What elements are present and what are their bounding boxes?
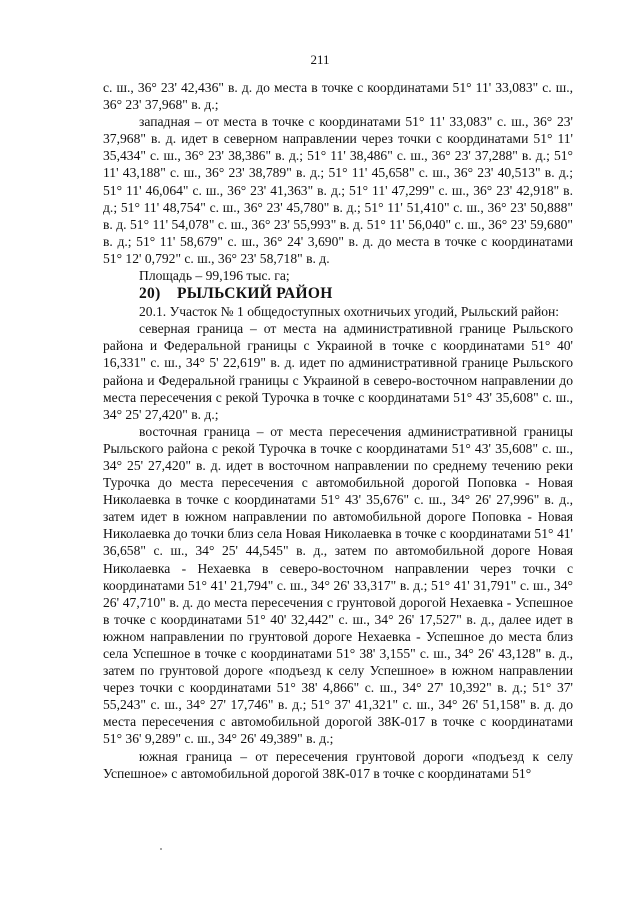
document-body <box>103 79 573 782</box>
paragraph-west-boundary: западная – от места в точке с координатами 51° 11' 33,083" с. ш., 36° 23' 37,968" в. д. идет в северном направлении через точки с координатами 51° 11' 35,434" с. ш., 36° 23' 38,386" в. д.; 51° 11' 38,486" с. ш., 36° 23' 37,288" в. д.; 51° 11' 43,188" с. ш., 36° 23' 38,789" в. д.; 51° 11' 45,658" с. ш., 36° 23' 40,513" в. д.; 51° 11' 46,064" с. ш., 36° 23' 41,363" в. д.; 51° 11' 47,299" с. ш., 36° 23' 42,918" в. д.; 51° 11' 48,754" с. ш., 36° 23' 45,780" в. д.; 51° 11' 51,410" с. ш., 36° 23' 50,888" в. д. 51° 11' 54,078" с. ш., 36° 23' 55,993" в. д. 51° 11' 56,040" с. ш., 36° 23' 59,680" в. д.; 51° 11' 58,679" с. ш., 36° 24' 3,690" в. д. до места в точке с координатами 51° 12' 0,792" с. ш., 36° 23' 58,718" в. д. <box>103 114 573 266</box>
scan-speck <box>160 848 162 850</box>
paragraph-area: Площадь – 99,196 тыс. га; <box>139 268 290 284</box>
section-title: РЫЛЬСКИЙ РАЙОН <box>177 285 333 303</box>
section-number: 20) <box>139 285 161 303</box>
paragraph-east-boundary: восточная граница – от места пересечения административной границы Рыльского района с рекой Турочка в точке с координатами 51° 43' 35,608" с. ш., 34° 25' 27,420" в. д. идет в восточном направлении по среднему течению реки Турочка до места пересечения с автомобильной дорогой Поповка - Новая Николаевка в точке с координатами 51° 43' 35,676" с. ш., 34° 26' 27,996" в. д., затем идет в южном направлении по автомобильной дороге Поповка - Новая Николаевка до точки близ села Новая Николаевка в точке с координатами 51° 41' 36,658" с. ш., 34° 25' 44,545" в. д., затем по автомобильной дороге Новая Николаевка - Нехаевка в северо-восточном направлении через точки с координатами 51° 41' 21,794" с. ш., 34° 26' 33,317" в. д.; 51° 41' 31,791" с. ш., 34° 26' 47,710" в. д. до места пересечения с грунтовой дорогой Нехаевка - Успешное в точке с координатами 51° 40' 32,442" с. ш., 34° 26' 17,527" в. д., далее идет в южном направлении по грунтовой дороге Нехаевка - Успешное до места близ села Успешное в точке с координатами 51° 38' 3,155" с. ш., 34° 26' 43,128" в. д., затем по грунтовой дороге «подъезд к селу Успешное» в южном направлении через точки с координатами 51° 38' 4,866" с. ш., 34° 27' 10,392" в. д.; 51° 37' 55,243" с. ш., 34° 27' 17,746" в. д.; 51° 37' 41,321" с. ш., 34° 26' 51,158" в. д. до места пересечения с автомобильной дорогой 38К-017 в точке с координатами 51° 36' 9,289" с. ш., 34° 26' 49,389" в. д.; <box>103 423 573 747</box>
paragraph-north-boundary: северная граница – от места на административной границе Рыльского района и Федеральной границы с Украиной в точке с координатами 51° 40' 16,331" с. ш., 34° 5' 22,619" в. д. идет по административной границе Рыльского района и Федеральной границы с Украиной в северо-восточном направлении до места пересечения с рекой Турочка в точке с координатами 51° 43' 35,608" с. ш., 34° 25' 27,420" в. д.; <box>103 321 573 422</box>
page-number: 211 <box>310 52 330 67</box>
section-heading <box>103 284 573 303</box>
paragraph-south-boundary: южная граница – от пересечения грунтовой дороги «подъезд к селу Успешное» с автомобильной дорогой 38К-017 в точке с координатами 51° <box>103 748 573 781</box>
paragraph-plot-title: 20.1. Участок № 1 общедоступных охотничьих угодий, Рыльский район: <box>139 304 560 320</box>
paragraph-east-boundary-continuation: с. ш., 36° 23' 42,436" в. д. до места в точке с координатами 51° 11' 33,083" с. ш., 36° 23' 37,968" в. д.; <box>103 80 573 113</box>
